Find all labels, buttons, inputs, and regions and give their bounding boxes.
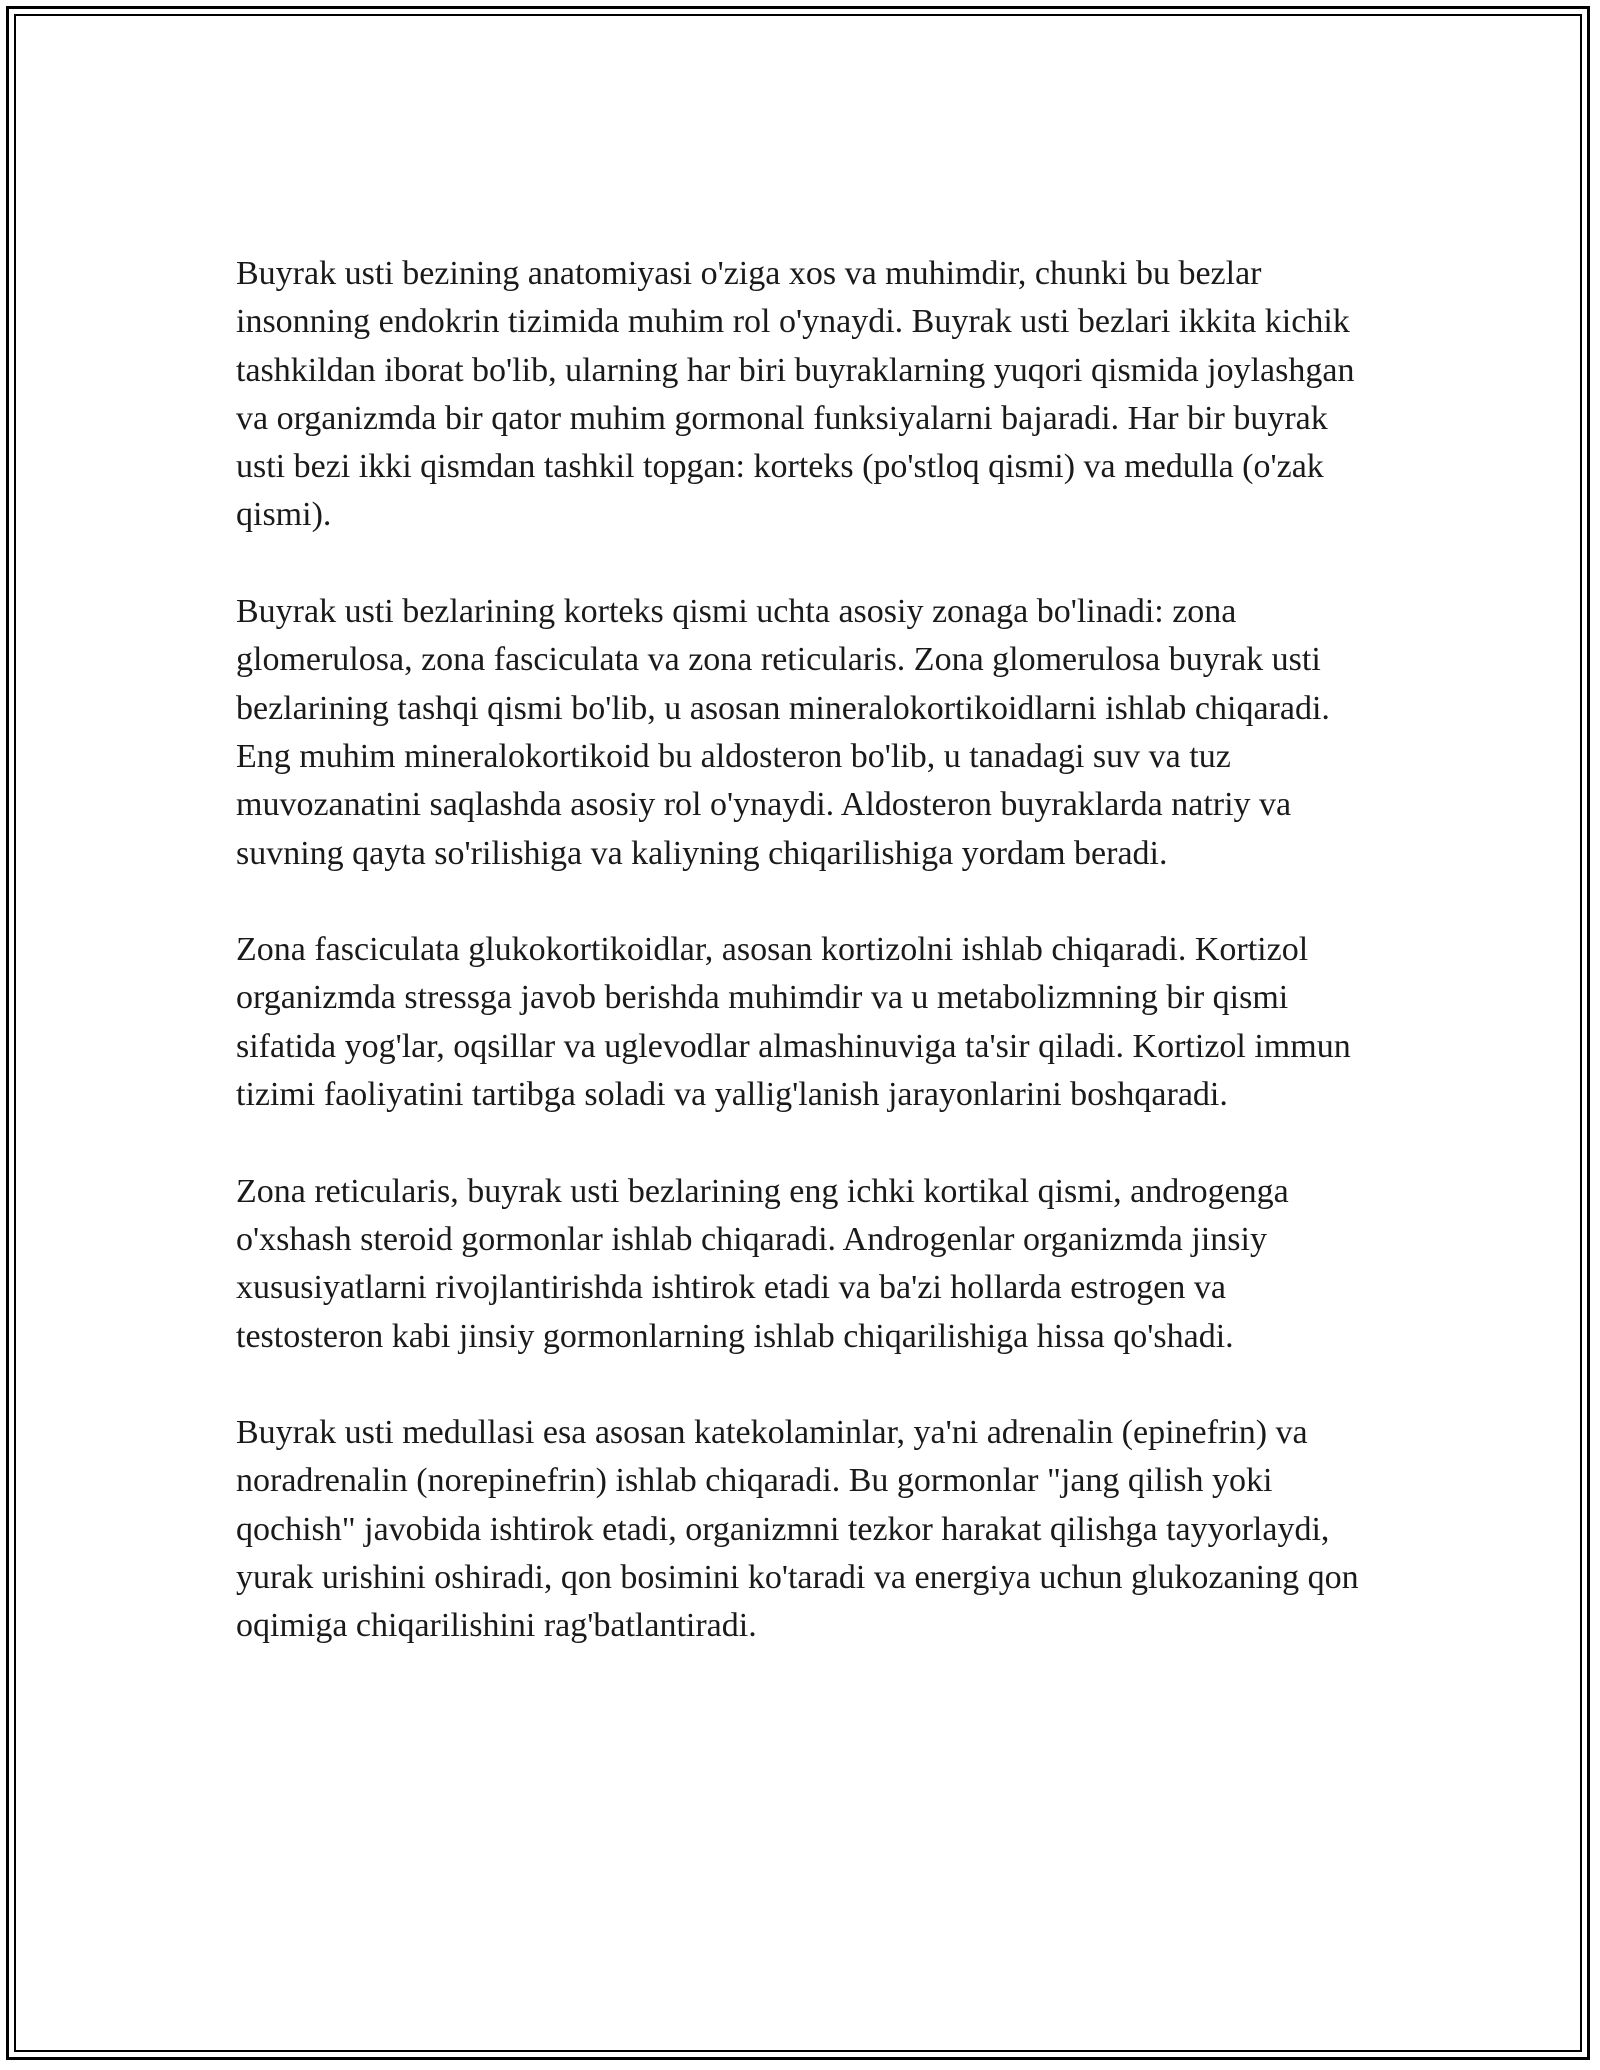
paragraph-2: Buyrak usti bezlarining korteks qismi uchta asosiy zonaga bo'linadi: zona glomerulosa, zona fasciculata va zona reticularis. Zona glomerulosa buyrak usti bezlarining tashqi qismi bo'lib, u asosan mineralokortikoidlarni ishlab chiqaradi. Eng muhim mineralokortikoid bu aldosteron bo'lib, u tanadagi suv va tuz muvozanatini saqlashda asosiy rol o'ynaydi. Aldosteron buyraklarda natriy va suvning qayta so'rilishiga va kaliyning chiqarilishiga yordam beradi. — [236, 593, 1330, 872]
paragraph-4: Zona reticularis, buyrak usti bezlarining eng ichki kortikal qismi, androgenga o'xshash steroid gormonlar ishlab chiqaradi. Androgenlar organizmda jinsiy xususiyatlarni rivojlantirishda ishtirok etadi va ba'zi hollarda estrogen va testosteron kabi jinsiy gormonlarning ishlab chiqarilishiga hissa qo'shadi. — [236, 1172, 1289, 1355]
paragraph-3: Zona fasciculata glukokortikoidlar, asosan kortizolni ishlab chiqaradi. Kortizol organizmda stressga javob berishda muhimdir va u metabolizmning bir qismi sifatida yog'lar, oqsillar va uglevodlar almashinuviga ta'sir qiladi. Kortizol immun tizimi faoliyatini tartibga soladi va yallig'lanish jarayonlarini boshqaradi. — [236, 931, 1351, 1114]
paragraph-1: Buyrak usti bezining anatomiyasi o'ziga xos va muhimdir, chunki bu bezlar insonning endokrin tizimida muhim rol o'ynaydi. Buyrak usti bezlari ikkita kichik tashkildan iborat bo'lib, ularning har biri buyraklarning yuqori qismida joylashgan va organizmda bir qator muhim gormonal funksiyalarni bajaradi. Har bir buyrak usti bezi ikki qismdan tashkil topgan: korteks (po'stloq qismi) va medulla (o'zak qismi). — [236, 255, 1355, 534]
document-body — [236, 250, 1376, 1651]
paragraph-5: Buyrak usti medullasi esa asosan katekolaminlar, ya'ni adrenalin (epinefrin) va noradrenalin (norepinefrin) ishlab chiqaradi. Bu gormonlar "jang qilish yoki qochish" javobida ishtirok etadi, organizmni tezkor harakat qilishga tayyorlaydi, yurak urishini oshiradi, qon bosimini ko'taradi va energiya uchun glukozaning qon oqimiga chiqarilishini rag'batlantiradi. — [236, 1414, 1359, 1645]
